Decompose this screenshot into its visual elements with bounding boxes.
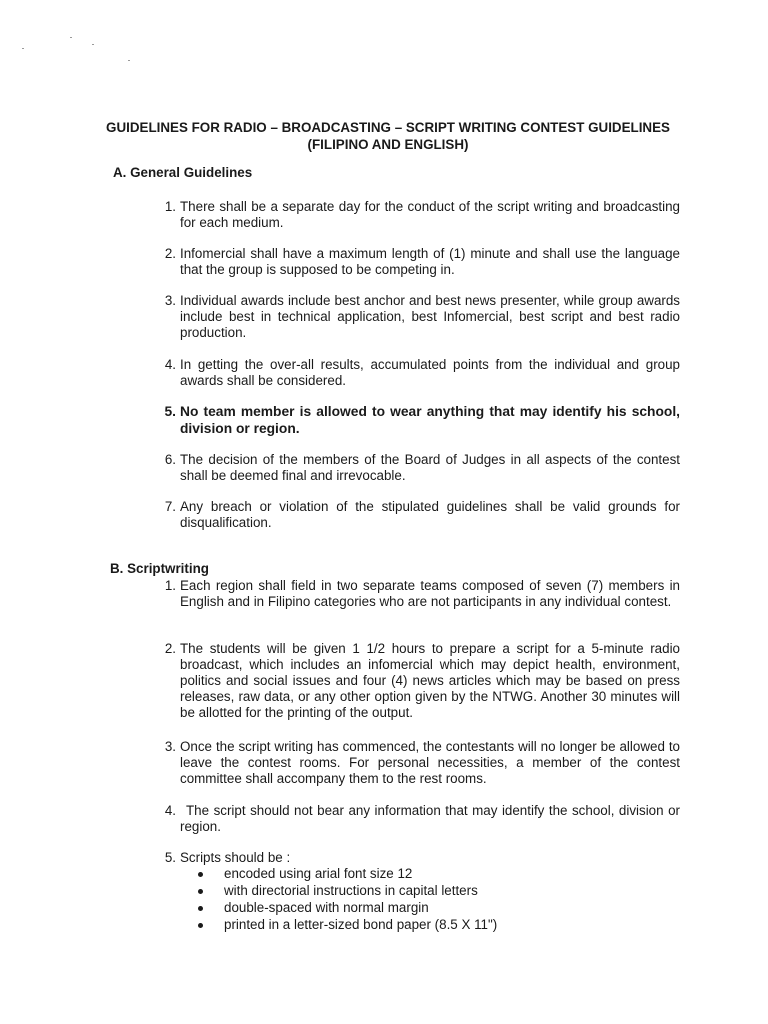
list-item	[164, 452, 680, 484]
script-requirements-list	[180, 866, 497, 934]
section-a-heading: A. General Guidelines	[113, 165, 253, 180]
item-text: No team member is allowed to wear anything that may identify his school, division or region.	[180, 404, 680, 436]
item-number: 3.	[164, 293, 176, 308]
item-number: 4.	[164, 803, 176, 818]
bullet-text: encoded using arial font size 12	[224, 866, 413, 881]
scan-speck	[70, 37, 72, 38]
list-item-emphasized	[164, 403, 680, 437]
title-line-2: (FILIPINO AND ENGLISH)	[307, 137, 469, 152]
item-text: Infomercial shall have a maximum length of (1) minute and shall use the language that the group is supposed to be competing in.	[180, 246, 680, 277]
scan-speck	[128, 60, 130, 61]
item-text: Any breach or violation of the stipulated guidelines shall be valid grounds for disqualification.	[180, 499, 680, 530]
title-line-1: GUIDELINES FOR RADIO – BROADCASTING – SCRIPT WRITING CONTEST GUIDELINES	[106, 120, 670, 135]
item-number: 1.	[164, 199, 176, 214]
list-item	[164, 803, 680, 835]
list-item	[164, 850, 680, 866]
list-item	[164, 246, 680, 278]
item-text: Individual awards include best anchor and best news presenter, while group awards include best in technical application, best Infomercial, best script and best radio production.	[180, 293, 680, 340]
bullet-item	[180, 866, 497, 883]
bullet-item	[180, 883, 497, 900]
section-b-heading: B. Scriptwriting	[110, 561, 209, 576]
bullet-text: printed in a letter-sized bond paper (8.5 X 11")	[224, 917, 498, 932]
item-number: 3.	[164, 739, 176, 754]
scan-speck	[22, 48, 24, 49]
list-item	[164, 499, 680, 531]
item-number: 7.	[164, 499, 176, 514]
bullet-text: with directorial instructions in capital letters	[224, 883, 478, 898]
item-number: 6.	[164, 452, 176, 467]
bullet-item	[180, 900, 497, 917]
item-text: Once the script writing has commenced, the contestants will no longer be allowed to leave the contest rooms. For personal necessities, a member of the contest committee shall accompany them to the rest rooms.	[180, 739, 680, 786]
list-item	[164, 357, 680, 389]
item-number: 5.	[164, 404, 176, 419]
scan-speck	[92, 44, 94, 45]
item-text: The script should not bear any information that may identify the school, division or region.	[180, 803, 680, 834]
list-item	[164, 739, 680, 787]
item-text: In getting the over-all results, accumulated points from the individual and group awards shall be considered.	[180, 357, 680, 388]
item-text: The decision of the members of the Board of Judges in all aspects of the contest shall be deemed final and irrevocable.	[180, 452, 680, 483]
item-text: Scripts should be :	[180, 850, 291, 865]
bullet-item	[180, 917, 497, 934]
item-text: There shall be a separate day for the conduct of the script writing and broadcasting for each medium.	[180, 199, 680, 230]
item-number: 1.	[164, 578, 176, 593]
list-item	[164, 293, 680, 341]
document-title	[80, 119, 696, 153]
item-number: 4.	[164, 357, 176, 372]
item-text: Each region shall field in two separate teams composed of seven (7) members in English and in Filipino categories who are not participants in any individual contest.	[180, 578, 680, 609]
list-item	[164, 578, 680, 610]
list-item	[164, 641, 680, 721]
list-item	[164, 199, 680, 231]
bullet-dot-icon	[198, 872, 203, 877]
item-number: 5.	[164, 850, 176, 865]
bullet-dot-icon	[198, 923, 203, 928]
bullet-dot-icon	[198, 906, 203, 911]
item-text: The students will be given 1 1/2 hours to prepare a script for a 5-minute radio broadcast, which includes an infomercial which may depict health, environment, politics and social issues and four (4) news articles which may be based on press releases, raw data, or any other option given by the NTWG. Another 30 minutes will be allotted for the printing of the output.	[180, 641, 680, 720]
item-number: 2.	[164, 246, 176, 261]
bullet-text: double-spaced with normal margin	[224, 900, 429, 915]
item-number: 2.	[164, 641, 176, 656]
bullet-dot-icon	[198, 889, 203, 894]
